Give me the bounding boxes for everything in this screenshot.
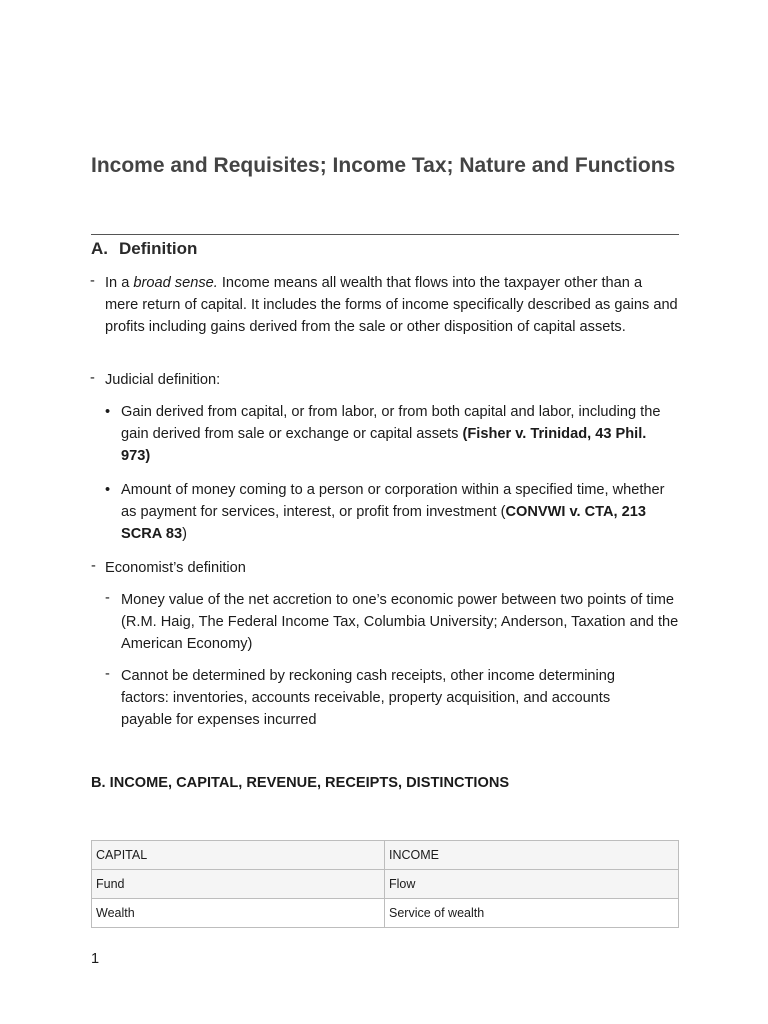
title-divider [91,234,679,235]
economist-definition-item [91,557,679,579]
capital-income-table [91,840,679,928]
table-header-row [92,841,679,870]
header-cell-capital: CAPITAL [92,841,385,870]
economist-subitem-1 [105,589,679,655]
section-b-heading: B. INCOME, CAPITAL, REVENUE, RECEIPTS, DISTINCTIONS [91,775,510,791]
table-cell: Wealth [92,899,385,928]
dash-marker: - [90,273,95,289]
table-cell: Service of wealth [385,899,679,928]
broad-sense-text: In a broad sense. Income means all wealth that flows into the taxpayer other than a mere return of capital. It includes the forms of income specifically described as gains and profits including gains derived from the sale or other disposition of capital assets. [105,275,678,335]
dash-marker: - [105,590,110,606]
case-citation: (Fisher v. Trinidad, 43 Phil. 973) [121,426,647,464]
section-a-number: A. [91,239,108,258]
judicial-definition-label: Judicial definition: [105,372,221,388]
table-cell: Flow [385,870,679,899]
table-cell: Fund [92,870,385,899]
page-number: 1 [91,951,100,967]
economist-subitem-1-text: Money value of the net accretion to one’s economic power between two points of time (R.M. Haig, The Federal Income Tax, Columbia University; Anderson, Taxation and the American Economy) [121,592,679,652]
bullet-marker: • [105,404,111,420]
section-a-heading [91,238,197,260]
judicial-bullet-1-text: Gain derived from capital, or from labor, or from both capital and labor, including the gain derived from sale or exchange or capital assets (Fisher v. Trinidad, 43 Phil. 973) [121,404,661,464]
section-a-label: Definition [119,239,198,258]
judicial-bullet-2 [105,479,665,545]
broad-sense-emphasis: broad sense. [133,275,218,291]
table-row [92,870,679,899]
economist-definition-label: Economist’s definition [105,560,246,576]
judicial-bullet-1 [105,401,665,467]
broad-sense-item [91,272,679,338]
bullet-marker: • [105,482,111,498]
economist-subitem-2 [105,665,665,731]
dash-marker: - [91,558,96,574]
case-citation: CONVWI v. CTA, 213 SCRA 83 [121,504,646,542]
judicial-bullet-2-text: Amount of money coming to a person or corporation within a specified time, whether as payment for services, interest, or profit from investment (CONVWI v. CTA, 213 SCRA 83) [121,482,665,542]
dash-marker: - [105,666,110,682]
dash-marker: - [90,370,95,386]
judicial-definition-item [91,369,679,391]
page-title: Income and Requisites; Income Tax; Nature and Functions [91,154,676,177]
economist-subitem-2-text: Cannot be determined by reckoning cash receipts, other income determining factors: inventories, accounts receivable, property acquisition, and accounts payable for expenses incurred [121,668,616,728]
table-row [92,899,679,928]
header-cell-income: INCOME [385,841,679,870]
